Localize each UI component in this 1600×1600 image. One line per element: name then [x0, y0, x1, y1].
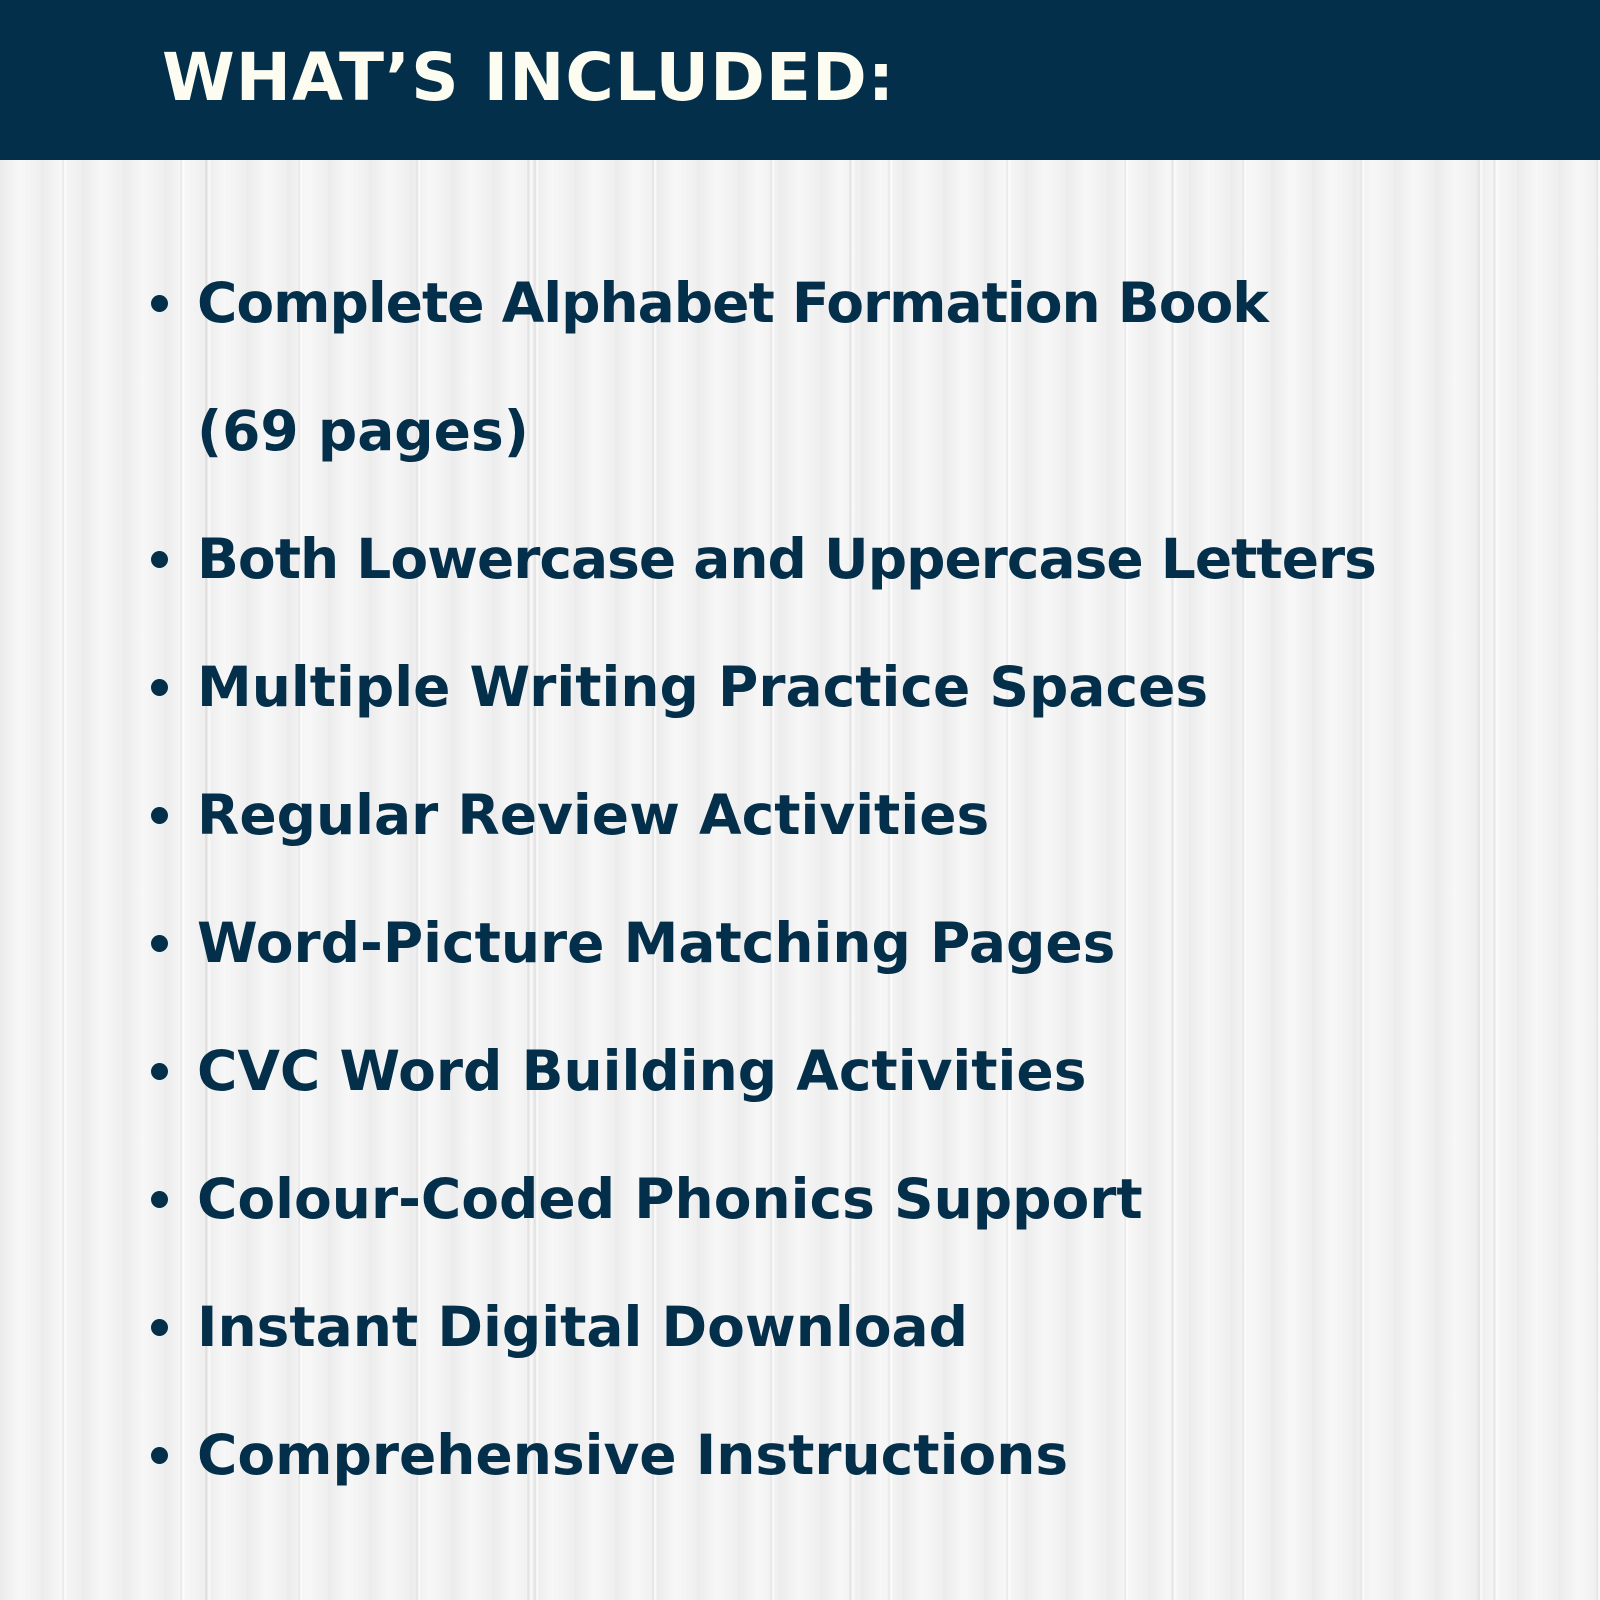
bullet-icon	[151, 1063, 168, 1080]
list-item-text: CVC Word Building Activities	[197, 1039, 1087, 1103]
list-item	[0, 1390, 1600, 1518]
header-banner	[0, 0, 1600, 160]
list-item	[0, 1134, 1600, 1262]
list-item-text: Regular Review Activities	[197, 783, 990, 847]
bullet-icon	[151, 551, 168, 568]
list-item-text: Colour-Coded Phonics Support	[197, 1167, 1143, 1231]
list-item	[0, 750, 1600, 878]
bullet-icon	[151, 935, 168, 952]
list-item-text: Multiple Writing Practice Spaces	[197, 655, 1209, 719]
bullet-icon	[151, 679, 168, 696]
list-item	[0, 494, 1600, 622]
list-item	[0, 1006, 1600, 1134]
list-item-continuation	[0, 366, 1600, 494]
bullet-icon	[151, 1319, 168, 1336]
list-item-text: Both Lowercase and Uppercase Letters	[197, 527, 1376, 591]
bullet-icon	[151, 295, 168, 312]
list-item	[0, 622, 1600, 750]
header-title: WHAT’S INCLUDED:	[162, 39, 896, 116]
list-item-text: Instant Digital Download	[197, 1295, 969, 1359]
bullet-icon	[151, 1447, 168, 1464]
list-item-text: Word-Picture Matching Pages	[197, 911, 1116, 975]
bullet-icon	[151, 807, 168, 824]
list-item	[0, 1262, 1600, 1390]
bullet-icon	[151, 1191, 168, 1208]
list-item	[0, 238, 1600, 366]
list-item-text: (69 pages)	[197, 399, 529, 463]
list-item	[0, 878, 1600, 1006]
list-item-text: Complete Alphabet Formation Book	[197, 271, 1268, 335]
list-item-text: Comprehensive Instructions	[197, 1423, 1069, 1487]
